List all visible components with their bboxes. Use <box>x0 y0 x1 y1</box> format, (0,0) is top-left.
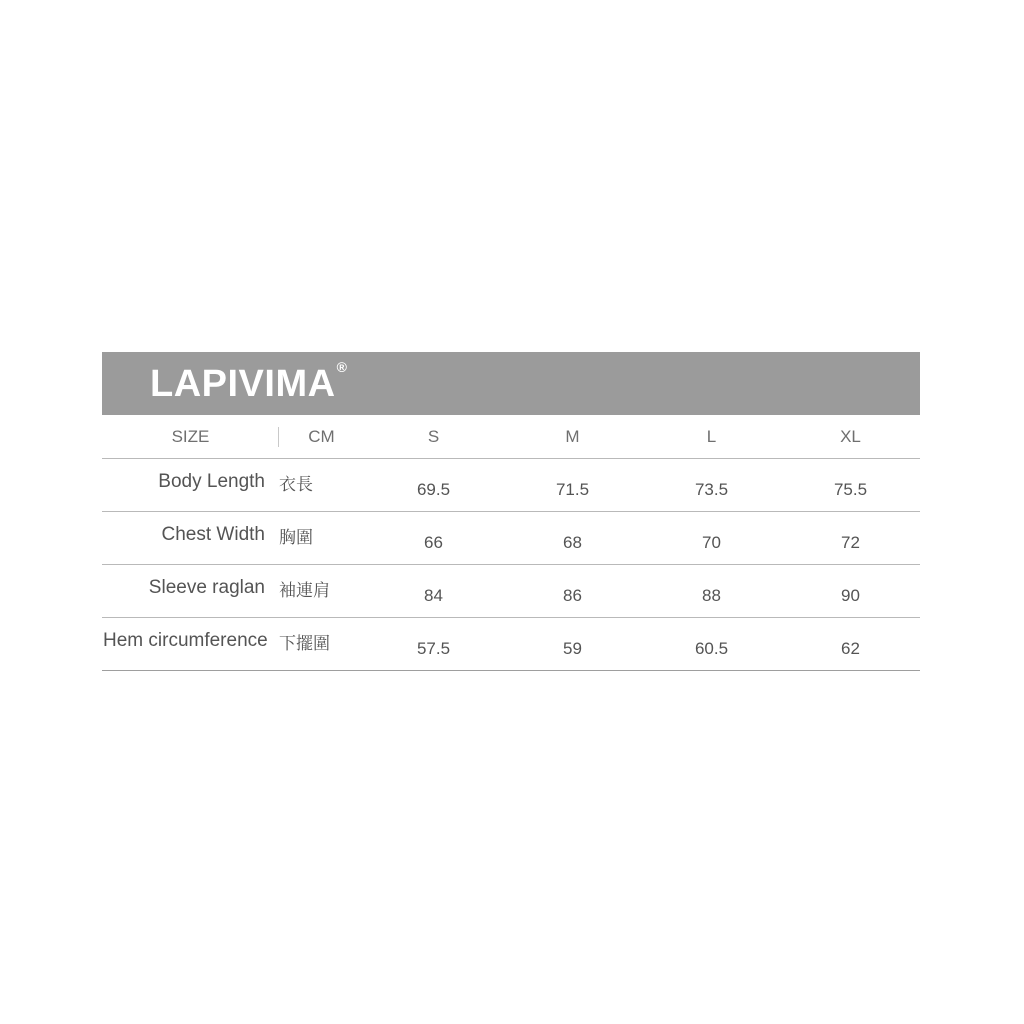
table-header-row <box>102 415 920 459</box>
column-header-m: M <box>503 415 642 459</box>
column-header-size <box>102 415 279 459</box>
registered-trademark-icon: ® <box>336 358 348 375</box>
row-label-en <box>102 565 279 618</box>
row-label-cn <box>279 512 364 565</box>
table-row <box>102 512 920 565</box>
header-divider <box>278 427 279 447</box>
row-label-cn-text: 袖連肩 <box>279 580 330 600</box>
row-label-en <box>102 618 279 671</box>
cell-s <box>364 512 503 565</box>
cell-l <box>642 459 781 512</box>
column-header-cm: CM <box>279 415 364 459</box>
row-label-cn-text: 下擺圍 <box>279 633 330 653</box>
cell-value: 70 <box>702 533 721 552</box>
cell-xl <box>781 459 920 512</box>
cell-xl <box>781 565 920 618</box>
cell-value: 84 <box>424 586 443 605</box>
cell-s <box>364 565 503 618</box>
table-row <box>102 565 920 618</box>
row-label-en-text: Hem circumference <box>103 630 268 651</box>
cell-m <box>503 459 642 512</box>
cell-s <box>364 618 503 671</box>
cell-m <box>503 512 642 565</box>
row-label-cn <box>279 565 364 618</box>
row-label-cn <box>279 459 364 512</box>
cell-value: 62 <box>841 639 860 658</box>
row-label-en-text: Sleeve raglan <box>148 577 265 598</box>
cell-value: 88 <box>702 586 721 605</box>
column-header-size-label: SIZE <box>171 427 210 446</box>
row-label-cn-text: 胸圍 <box>279 527 313 547</box>
cell-value: 72 <box>841 533 860 552</box>
cell-value: 75.5 <box>833 480 868 499</box>
table-row <box>102 618 920 671</box>
row-label-en <box>102 459 279 512</box>
row-label-en-text: Chest Width <box>161 524 265 545</box>
cell-xl <box>781 618 920 671</box>
cell-value: 60.5 <box>694 639 729 658</box>
brand-logo-text <box>150 358 348 405</box>
cell-s <box>364 459 503 512</box>
cell-l <box>642 512 781 565</box>
cell-m <box>503 565 642 618</box>
table-row <box>102 459 920 512</box>
cell-value: 73.5 <box>694 480 729 499</box>
cell-value: 68 <box>563 533 582 552</box>
size-chart <box>102 352 920 671</box>
cell-value: 71.5 <box>555 480 590 499</box>
row-label-en <box>102 512 279 565</box>
cell-value: 86 <box>563 586 582 605</box>
cell-value: 57.5 <box>416 639 451 658</box>
cell-xl <box>781 512 920 565</box>
cell-value: 69.5 <box>416 480 451 499</box>
column-header-s: S <box>364 415 503 459</box>
measurements-table <box>102 415 920 671</box>
cell-l <box>642 565 781 618</box>
cell-value: 90 <box>841 586 860 605</box>
brand-header <box>102 352 920 415</box>
brand-name: LAPIVIMA <box>150 362 336 405</box>
row-label-cn-text: 衣長 <box>279 474 313 494</box>
cell-l <box>642 618 781 671</box>
cell-m <box>503 618 642 671</box>
column-header-xl: XL <box>781 415 920 459</box>
row-label-en-text: Body Length <box>158 471 265 492</box>
row-label-cn <box>279 618 364 671</box>
column-header-l: L <box>642 415 781 459</box>
cell-value: 59 <box>563 639 582 658</box>
cell-value: 66 <box>424 533 443 552</box>
